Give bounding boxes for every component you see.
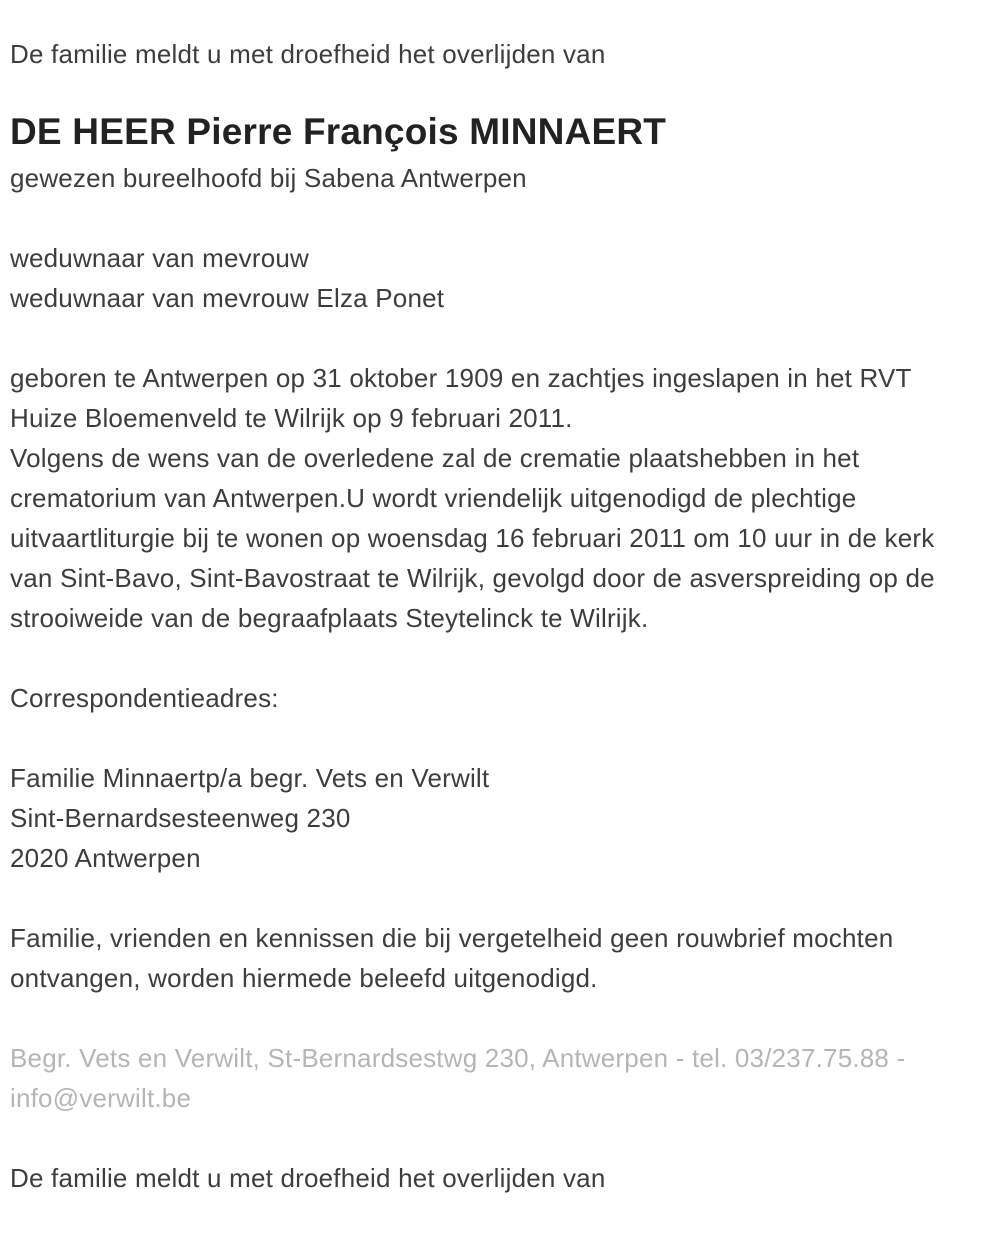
correspondence-label: Correspondentieadres: — [10, 683, 279, 713]
widower-line: weduwnaar van mevrouw — [10, 243, 310, 273]
undertaker-info: Begr. Vets en Verwilt, St-Bernardsestwg 230, Antwerpen - tel. 03/237.75.88 - info@verwilt.be — [10, 1043, 906, 1113]
obituary-paragraph: geboren te Antwerpen op 31 oktober 1909 en zachtjes ingeslapen in het RVT Huize Bloemenveld te Wilrijk op 9 februari 2011. — [10, 363, 912, 433]
address-line: Sint-Bernardsesteenweg 230 — [10, 803, 351, 833]
closing-note: Familie, vrienden en kennissen die bij vergetelheid geen rouwbrief mochten ontvangen, worden hiermede beleefd uitgenodigd. — [10, 923, 894, 993]
deceased-name-title: DE HEER Pierre François MINNAERT — [10, 111, 667, 152]
announcement-intro: De familie meldt u met droefheid het overlijden van — [10, 39, 606, 69]
next-announcement-intro: De familie meldt u met droefheid het overlijden van — [10, 1163, 606, 1193]
obituary-paragraph: Volgens de wens van de overledene zal de crematie plaatshebben in het crematorium van Antwerpen.U wordt vriendelijk uitgenodigd de plechtige uitvaartliturgie bij te wonen op woensdag 16 februari 2011 om 10 uur in de kerk van Sint-Bavo, Sint-Bavostraat te Wilrijk, gevolgd door de asverspreiding op de strooiweide van de begraafplaats Steytelinck te Wilrijk. — [10, 443, 935, 633]
widower-line: weduwnaar van mevrouw Elza Ponet — [10, 283, 445, 313]
widower-section — [10, 238, 978, 318]
subtitle-occupation: gewezen bureelhoofd bij Sabena Antwerpen — [10, 163, 527, 193]
obituary-body — [10, 358, 978, 638]
address-line: Familie Minnaertp/a begr. Vets en Verwilt — [10, 763, 490, 793]
address-line: 2020 Antwerpen — [10, 843, 201, 873]
correspondence-address — [10, 758, 978, 878]
